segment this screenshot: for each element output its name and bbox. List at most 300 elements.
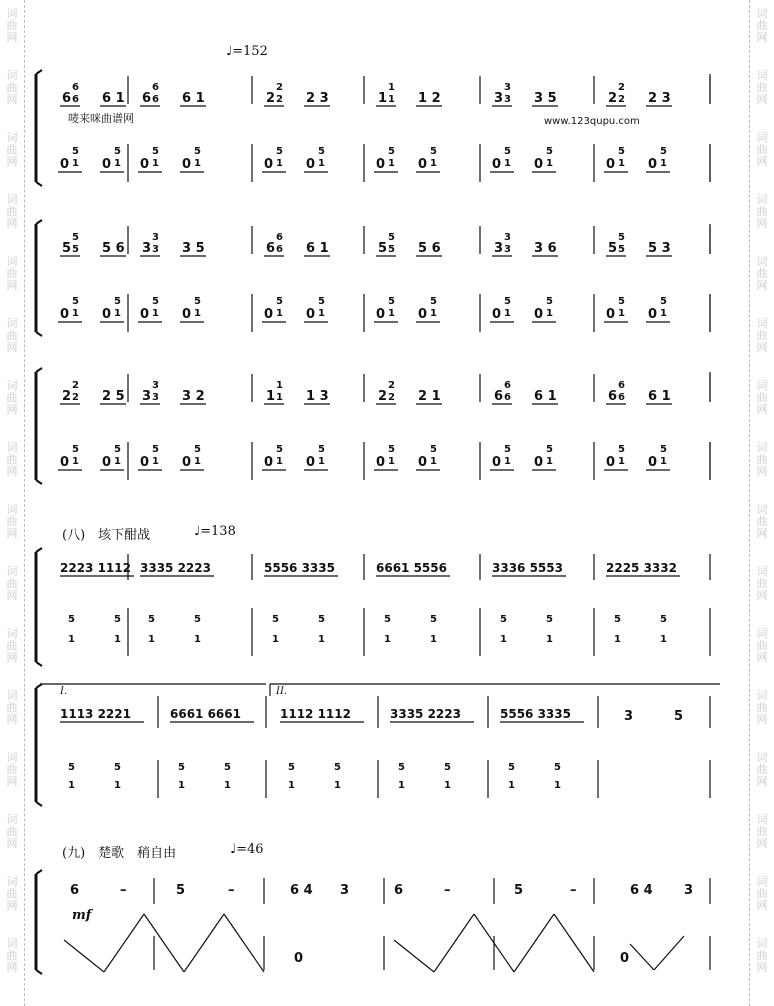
note-lower: 1 (114, 634, 121, 645)
rest-zero: 0 (182, 157, 192, 172)
note: 3 (494, 91, 504, 106)
rest-zero: 0 (418, 455, 428, 470)
note-upper: 5 (614, 614, 621, 625)
note-lower: 1 (224, 780, 231, 791)
system-bracket-cap (36, 182, 42, 186)
rest-zero: 0 (140, 455, 150, 470)
note: – (570, 883, 577, 898)
note-upper: 5 (618, 232, 625, 243)
note: 6 4 (630, 883, 653, 898)
note-lower: 1 (546, 158, 553, 169)
note-group: 5556 3335 (264, 561, 335, 575)
note-upper: 5 (152, 444, 159, 455)
watermark-glyph-group: 词 曲 网 (756, 69, 768, 106)
note-lower: 1 (614, 634, 621, 645)
note-lower: 3 (152, 392, 159, 403)
note-upper: 5 (114, 146, 121, 157)
note-upper: 5 (508, 762, 515, 773)
note-lower: 1 (272, 634, 279, 645)
note-lower: 6 (618, 392, 625, 403)
rest-zero: 0 (492, 455, 502, 470)
note-lower: 1 (546, 634, 553, 645)
watermark-glyph-group: 词 曲 网 (756, 441, 768, 478)
watermark-glyph-group: 词 曲 网 (756, 193, 768, 230)
note-lower: 2 (276, 94, 283, 105)
note-lower: 1 (618, 308, 625, 319)
rest-zero: 0 (418, 157, 428, 172)
note-upper: 5 (618, 444, 625, 455)
rest-zero: 0 (102, 307, 112, 322)
rest-zero: 0 (140, 157, 150, 172)
rest-zero: 0 (648, 307, 658, 322)
note-upper: 5 (72, 232, 79, 243)
watermark-glyph-group: 词 曲 网 (6, 7, 18, 44)
note: 6 (608, 389, 618, 404)
note-lower: 5 (72, 244, 79, 255)
system-bracket-cap (36, 368, 42, 372)
note-lower: 1 (618, 158, 625, 169)
watermark-glyph-group: 词 曲 网 (6, 503, 18, 540)
note-upper: 5 (430, 296, 437, 307)
note-lower: 1 (194, 308, 201, 319)
note-lower: 1 (546, 456, 553, 467)
note-pair: 2 3 (306, 91, 329, 106)
gliss-arrow (554, 914, 594, 972)
watermark-glyph-group: 词 曲 网 (6, 813, 18, 850)
note-lower: 1 (178, 780, 185, 791)
note-upper: 5 (546, 296, 553, 307)
note-pair: 3 5 (534, 91, 557, 106)
system-bracket-cap (36, 332, 42, 336)
rest-zero: 0 (534, 157, 544, 172)
watermark-glyph-group: 词 曲 网 (756, 751, 768, 788)
watermark-glyph-group: 词 曲 网 (756, 875, 768, 912)
score-area (24, 0, 750, 1006)
note: 5 (674, 709, 684, 724)
note-lower: 1 (504, 158, 511, 169)
rest-zero: 0 (306, 455, 316, 470)
watermark-glyph-group: 词 曲 网 (6, 875, 18, 912)
rest-zero: 0 (376, 455, 386, 470)
note-upper: 5 (430, 614, 437, 625)
watermark-glyph-group: 词 曲 网 (756, 503, 768, 540)
system-bracket-cap (36, 480, 42, 484)
note-lower: 1 (68, 634, 75, 645)
note-lower: 1 (318, 456, 325, 467)
section-8-tempo: ♩=138 (194, 524, 236, 539)
rest-zero: 0 (264, 157, 274, 172)
rest-zero: 0 (306, 157, 316, 172)
note-lower: 1 (114, 158, 121, 169)
watermark-glyph-group: 词 曲 网 (756, 627, 768, 664)
note-upper: 5 (384, 614, 391, 625)
gliss-arrow (434, 914, 474, 972)
site-name: 唛来咪曲谱网 (68, 112, 134, 125)
note-lower: 1 (430, 158, 437, 169)
note-lower: 1 (276, 392, 283, 403)
note-lower: 1 (114, 780, 121, 791)
note: 2 (62, 389, 72, 404)
note-lower: 1 (318, 308, 325, 319)
watermark-glyph-group: 词 曲 网 (6, 689, 18, 726)
note-upper: 5 (318, 296, 325, 307)
note-upper: 5 (72, 296, 79, 307)
note-upper: 2 (72, 380, 79, 391)
note-upper: 5 (114, 444, 121, 455)
note-upper: 5 (194, 444, 201, 455)
watermark-glyph-group: 词 曲 网 (6, 565, 18, 602)
gliss-arrow (184, 914, 224, 972)
note-upper: 5 (194, 146, 201, 157)
note-upper: 6 (618, 380, 625, 391)
note-upper: 2 (388, 380, 395, 391)
gliss-arrow (514, 914, 554, 972)
note-lower: 1 (276, 308, 283, 319)
note-pair: 2 3 (648, 91, 671, 106)
note-pair: 5 6 (102, 241, 125, 256)
rest-zero: 0 (492, 307, 502, 322)
note: 5 (378, 241, 388, 256)
note-lower: 1 (152, 158, 159, 169)
rest-zero: 0 (418, 307, 428, 322)
note: 6 (494, 389, 504, 404)
note-lower: 1 (334, 780, 341, 791)
rest-zero: 0 (606, 307, 616, 322)
note-pair: 3 6 (534, 241, 557, 256)
watermark-glyph-group: 词 曲 网 (6, 131, 18, 168)
note-upper: 5 (504, 444, 511, 455)
note-lower: 5 (388, 244, 395, 255)
note-lower: 3 (504, 244, 511, 255)
tempo-marking-top: ♩=152 (226, 44, 268, 59)
note-group: 2225 3332 (606, 561, 677, 575)
note-upper: 1 (388, 82, 395, 93)
note-upper: 5 (276, 444, 283, 455)
note-pair: 6 1 (648, 389, 671, 404)
note-lower: 1 (288, 780, 295, 791)
note-lower: 1 (388, 456, 395, 467)
note-lower: 1 (68, 780, 75, 791)
rest-zero: 0 (264, 455, 274, 470)
note-group: 3335 2223 (140, 561, 211, 575)
note-upper: 5 (388, 444, 395, 455)
note: 3 (142, 241, 152, 256)
rest-zero: 0 (648, 157, 658, 172)
note: 3 (340, 883, 350, 898)
watermark-glyph-group: 词 曲 网 (6, 937, 18, 974)
note-group: 5556 3335 (500, 707, 571, 721)
note-upper: 5 (152, 296, 159, 307)
watermark-glyph-group: 词 曲 网 (6, 255, 18, 292)
section-9-title: (九) 楚歌 稍自由 (62, 846, 177, 861)
rest-zero: 0 (60, 307, 70, 322)
note-group: 6661 6661 (170, 707, 241, 721)
note: 3 (684, 883, 694, 898)
note-upper: 5 (272, 614, 279, 625)
note: 6 (142, 91, 152, 106)
note-lower: 1 (194, 634, 201, 645)
music-notation (24, 0, 750, 1006)
note: 6 (70, 883, 80, 898)
note-upper: 5 (194, 614, 201, 625)
note-group: 1113 2221 (60, 707, 131, 721)
note-lower: 1 (388, 308, 395, 319)
volta-second: II. (276, 686, 288, 697)
note-lower: 1 (388, 158, 395, 169)
note-lower: 1 (508, 780, 515, 791)
note-pair: 6 1 (102, 91, 125, 106)
rest-zero: 0 (376, 307, 386, 322)
note-upper: 2 (276, 82, 283, 93)
rest-zero: 0 (606, 455, 616, 470)
note-upper: 5 (660, 146, 667, 157)
note-lower: 1 (152, 456, 159, 467)
note-lower: 1 (660, 456, 667, 467)
site-url: www.123qupu.com (544, 116, 640, 127)
watermark-glyph-group: 词 曲 网 (756, 813, 768, 850)
rest-zero: 0 (294, 951, 304, 966)
note-lower: 1 (398, 780, 405, 791)
note-upper: 5 (388, 146, 395, 157)
note-upper: 5 (554, 762, 561, 773)
note-lower: 2 (388, 392, 395, 403)
note-lower: 1 (384, 634, 391, 645)
note-upper: 5 (72, 444, 79, 455)
watermark-glyph-group: 词 曲 网 (756, 255, 768, 292)
note: 5 (608, 241, 618, 256)
note: 6 (266, 241, 276, 256)
watermark-glyph-group: 词 曲 网 (756, 7, 768, 44)
note-lower: 1 (72, 158, 79, 169)
gliss-arrow (224, 914, 264, 972)
note-upper: 5 (660, 444, 667, 455)
note-upper: 5 (148, 614, 155, 625)
section-9-tempo: ♩=46 (230, 842, 264, 857)
note-lower: 1 (148, 634, 155, 645)
note-lower: 1 (194, 456, 201, 467)
note-group: 6661 5556 (376, 561, 447, 575)
note-lower: 1 (276, 456, 283, 467)
note-upper: 5 (388, 232, 395, 243)
note-upper: 5 (398, 762, 405, 773)
note-lower: 1 (554, 780, 561, 791)
note-pair: 5 6 (418, 241, 441, 256)
note-lower: 1 (276, 158, 283, 169)
gliss-arrow (104, 914, 144, 972)
system-bracket-cap (36, 220, 42, 224)
note-upper: 5 (444, 762, 451, 773)
watermark-glyph-group: 词 曲 网 (6, 751, 18, 788)
watermark-glyph-group: 词 曲 网 (6, 193, 18, 230)
note-lower: 6 (72, 94, 79, 105)
note-upper: 6 (72, 82, 79, 93)
note: 6 (62, 91, 72, 106)
rest-zero: 0 (182, 455, 192, 470)
note-pair: 6 1 (534, 389, 557, 404)
gliss-arrow (64, 940, 104, 972)
note-upper: 5 (504, 296, 511, 307)
note-group: 1112 1112 (280, 707, 351, 721)
watermark-glyph-group: 词 曲 网 (6, 317, 18, 354)
rest-zero: 0 (264, 307, 274, 322)
note-pair: 3 2 (182, 389, 205, 404)
note-upper: 5 (660, 296, 667, 307)
note-lower: 1 (318, 634, 325, 645)
note: 1 (378, 91, 388, 106)
gliss-arrow (630, 944, 654, 970)
note-lower: 6 (504, 392, 511, 403)
watermark-glyph-group: 词 曲 网 (6, 441, 18, 478)
note: 5 (514, 883, 524, 898)
note-upper: 5 (178, 762, 185, 773)
note-upper: 5 (504, 146, 511, 157)
note-lower: 2 (72, 392, 79, 403)
note-lower: 6 (276, 244, 283, 255)
rest-zero: 0 (376, 157, 386, 172)
note-lower: 3 (504, 94, 511, 105)
note-upper: 5 (318, 614, 325, 625)
rest-zero: 0 (606, 157, 616, 172)
note-group: 3335 2223 (390, 707, 461, 721)
note-lower: 1 (618, 456, 625, 467)
note-pair: 5 3 (648, 241, 671, 256)
note-upper: 5 (318, 146, 325, 157)
note-pair: 1 3 (306, 389, 329, 404)
note-upper: 5 (114, 296, 121, 307)
note-upper: 5 (224, 762, 231, 773)
note-pair: 2 5 (102, 389, 125, 404)
note-group: 2223 1112 (60, 561, 131, 575)
note-lower: 1 (660, 634, 667, 645)
note-upper: 5 (276, 296, 283, 307)
note-upper: 3 (152, 380, 159, 391)
note: 6 (394, 883, 404, 898)
note-upper: 1 (276, 380, 283, 391)
note-upper: 5 (72, 146, 79, 157)
note-lower: 1 (114, 456, 121, 467)
note-lower: 1 (430, 308, 437, 319)
note-upper: 5 (318, 444, 325, 455)
note-pair: 2 1 (418, 389, 441, 404)
rest-zero: 0 (648, 455, 658, 470)
watermark-glyph-group: 词 曲 网 (756, 131, 768, 168)
note-upper: 5 (114, 762, 121, 773)
note: 2 (266, 91, 276, 106)
note-pair: 3 5 (182, 241, 205, 256)
note-upper: 5 (660, 614, 667, 625)
gliss-arrow (144, 914, 184, 972)
note-upper: 6 (276, 232, 283, 243)
note-lower: 1 (500, 634, 507, 645)
note-lower: 3 (152, 244, 159, 255)
note-lower: 1 (660, 158, 667, 169)
note-upper: 5 (68, 614, 75, 625)
note-upper: 5 (152, 146, 159, 157)
note-lower: 1 (430, 634, 437, 645)
system-bracket-cap (36, 802, 42, 806)
note-pair: 1 2 (418, 91, 441, 106)
watermark-glyph-group: 词 曲 网 (6, 379, 18, 416)
note-lower: 5 (618, 244, 625, 255)
note: 1 (266, 389, 276, 404)
note-upper: 5 (276, 146, 283, 157)
rest-zero: 0 (60, 455, 70, 470)
note: 2 (608, 91, 618, 106)
rest-zero: 0 (534, 455, 544, 470)
dynamic-marking: mf (72, 908, 92, 923)
system-bracket-cap (36, 662, 42, 666)
rest-zero: 0 (60, 157, 70, 172)
rest-zero: 0 (102, 455, 112, 470)
note-lower: 6 (152, 94, 159, 105)
note: – (228, 883, 235, 898)
note-lower: 1 (546, 308, 553, 319)
note-lower: 1 (318, 158, 325, 169)
note-upper: 5 (546, 614, 553, 625)
note-lower: 1 (114, 308, 121, 319)
watermark-glyph-group: 词 曲 网 (756, 379, 768, 416)
note: 3 (494, 241, 504, 256)
system-bracket-cap (36, 548, 42, 552)
note-upper: 5 (546, 444, 553, 455)
note-group: 3336 5553 (492, 561, 563, 575)
note-upper: 5 (618, 146, 625, 157)
watermark-glyph-group: 词 曲 网 (6, 69, 18, 106)
note-lower: 1 (72, 456, 79, 467)
rest-zero: 0 (102, 157, 112, 172)
rest-zero: 0 (140, 307, 150, 322)
note-pair: 6 1 (306, 241, 329, 256)
system-bracket-cap (36, 70, 42, 74)
note-pair: 6 1 (182, 91, 205, 106)
note-upper: 5 (618, 296, 625, 307)
watermark-glyph-group: 词 曲 网 (756, 689, 768, 726)
note: 5 (176, 883, 186, 898)
note-lower: 1 (504, 308, 511, 319)
rest-zero: 0 (182, 307, 192, 322)
note-upper: 3 (504, 82, 511, 93)
note-lower: 1 (444, 780, 451, 791)
rest-zero: 0 (492, 157, 502, 172)
note-lower: 1 (194, 158, 201, 169)
gliss-arrow (654, 936, 684, 970)
note-upper: 5 (114, 614, 121, 625)
note-upper: 3 (152, 232, 159, 243)
note-upper: 5 (546, 146, 553, 157)
rest-zero: 0 (620, 951, 630, 966)
note-upper: 6 (152, 82, 159, 93)
note-upper: 5 (388, 296, 395, 307)
note: 2 (378, 389, 388, 404)
rest-zero: 0 (534, 307, 544, 322)
note-lower: 1 (72, 308, 79, 319)
watermark-glyph-group: 词 曲 网 (6, 627, 18, 664)
note-upper: 2 (618, 82, 625, 93)
watermark-glyph-group: 词 曲 网 (756, 937, 768, 974)
note-lower: 1 (430, 456, 437, 467)
note-lower: 1 (152, 308, 159, 319)
volta-first: I. (60, 686, 68, 697)
system-bracket-cap (36, 970, 42, 974)
note: 5 (62, 241, 72, 256)
note: – (444, 883, 451, 898)
note: 6 4 (290, 883, 313, 898)
watermark-glyph-group: 词 曲 网 (756, 565, 768, 602)
system-bracket-cap (36, 870, 42, 874)
note-lower: 1 (388, 94, 395, 105)
note-lower: 1 (660, 308, 667, 319)
note-upper: 5 (430, 146, 437, 157)
